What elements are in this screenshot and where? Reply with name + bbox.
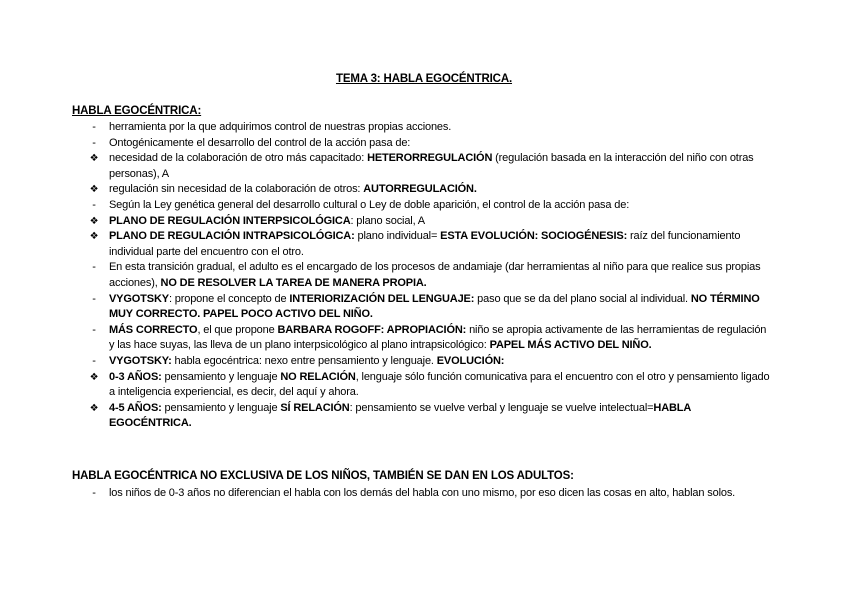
dash-bullet: - [92,487,96,499]
list-item-text [109,324,766,352]
text-run: : plano social, A [350,214,425,227]
bold-text: HABLA EGOCÉNTRICA. [109,401,691,430]
list-item-text [109,137,410,149]
bold-text: INTERIORIZACIÓN DEL LENGUAJE: [289,292,475,305]
list-item [72,401,772,432]
bold-text: 0-3 AÑOS: [109,370,162,383]
text-run: raíz del funcionamiento individual parte del encuentro con el otro. [109,230,741,258]
text-run: plano individual= [354,230,441,243]
text-run: En esta transición gradual, el adulto es el encargado de los procesos de andamiaje (dar herramientas al niño para que realice sus propias acciones), [109,261,761,289]
diamond-bullet-icon: ❖ [89,184,99,196]
bold-text: NO DE RESOLVER LA TAREA DE MANERA PROPIA. [160,276,427,289]
list-item-text [109,487,735,499]
page-title: TEMA 3: HABLA EGOCÉNTRICA. [335,73,513,85]
list-item-text [109,230,740,258]
diamond-bullet-icon: ❖ [89,371,99,383]
text-run: Según la Ley genética general del desarrollo cultural o Ley de doble aparición, el control de la acción pasa de: [109,198,630,211]
list-item [72,486,772,502]
bold-text: 4-5 AÑOS: [109,401,162,414]
list-item [72,214,772,230]
text-run: pensamiento y lenguaje [161,401,281,414]
list-item [72,151,772,182]
text-run: : pensamiento se vuelve verbal y lenguaje se vuelve intelectual= [349,401,654,414]
bold-text: PLANO DE REGULACIÓN INTERPSICOLÓGICA [109,214,351,227]
text-run: , el que propone [197,323,278,336]
text-run: Ontogénicamente el desarrollo del control de la acción pasa de: [109,136,411,149]
text-run: : propone el concepto de [168,292,290,305]
bold-text: HETERORREGULACIÓN [367,152,493,165]
bold-text: NO TÉRMINO MUY CORRECTO. PAPEL POCO ACTIVO DEL NIÑO. [109,292,760,321]
bold-text: PAPEL MÁS ACTIVO DEL NIÑO. [489,339,652,352]
list-item [72,229,772,260]
list-item-text [109,199,629,211]
text-run: (regulación basada en la interacción del niño con otras personas), A [109,152,754,180]
diamond-bullet-icon: ❖ [89,153,99,165]
bold-text: NO RELACIÓN [280,370,356,383]
diamond-bullet-icon: ❖ [89,215,99,227]
bold-text: EVOLUCIÓN: [436,354,505,367]
list-item [72,120,772,136]
list-item [72,182,772,198]
list-item-text [109,183,477,195]
list-item-text [109,121,451,133]
dash-bullet: - [92,323,96,336]
list-item-text [109,152,754,180]
dash-bullet: - [92,136,96,149]
list-item [72,198,772,214]
text-run: herramienta por la que adquirimos control de nuestras propias acciones. [109,121,452,133]
bold-text: MÁS CORRECTO [109,323,198,336]
section-heading-adultos: HABLA EGOCÉNTRICA NO EXCLUSIVA DE LOS NIÑOS, TAMBIÉN SE DAN EN LOS ADULTOS: [72,470,574,482]
bold-text: SÍ RELACIÓN [280,401,350,414]
text-run: , lenguaje sólo función comunicativa para el encuentro con el otro y pensamiento ligado a inteligencia experiencial, es decir, del aquí y ahora. [109,370,770,399]
text-run: los niños de 0-3 años no diferencian el habla con los demás del habla con uno mismo, por eso dicen las cosas en alto, hablan solos. [109,487,736,499]
list-item-text [109,355,504,367]
dash-bullet: - [92,261,96,274]
bold-text: AUTORREGULACIÓN. [363,183,477,196]
text-run: pensamiento y lenguaje [161,370,281,383]
list-item-text [109,402,691,430]
bold-text: VYGOTSKY: [109,354,172,367]
text-run: necesidad de la colaboración de otro más capacitado: [109,152,368,165]
list-item-text [109,261,760,289]
list-item [72,354,772,370]
bold-text: ESTA EVOLUCIÓN: SOCIOGÉNESIS: [440,230,628,243]
list-item-text [109,293,760,321]
diamond-bullet-icon: ❖ [89,402,99,414]
section2-list [72,486,772,502]
section1-list [72,120,772,432]
bold-text: VYGOTSKY [109,292,169,305]
text-run: niño se apropia activamente de las herramientas de regulación y las hace suyas, las lleva de un plano interpsicológico al plano intrapsicológico: [109,323,767,352]
list-item [72,370,772,401]
list-item [72,260,772,291]
dash-bullet: - [92,121,96,133]
text-run: habla egocéntrica: nexo entre pensamiento y lenguaje. [171,354,437,367]
dash-bullet: - [92,354,96,367]
bold-text: BARBARA ROGOFF: APROPIACIÓN: [277,323,467,336]
dash-bullet: - [92,292,96,305]
dash-bullet: - [92,198,96,211]
list-item [72,292,772,323]
list-item [72,323,772,354]
text-run: paso que se da del plano social al individual. [474,292,691,305]
list-item-text [109,215,425,227]
bold-text: PLANO DE REGULACIÓN INTRAPSICOLÓGICA: [109,230,355,243]
diamond-bullet-icon: ❖ [89,231,99,243]
text-run: regulación sin necesidad de la colaboración de otros: [109,183,364,196]
section-heading-habla-egocentrica: HABLA EGOCÉNTRICA: [72,105,202,117]
list-item-text [109,371,770,399]
list-item [72,136,772,152]
